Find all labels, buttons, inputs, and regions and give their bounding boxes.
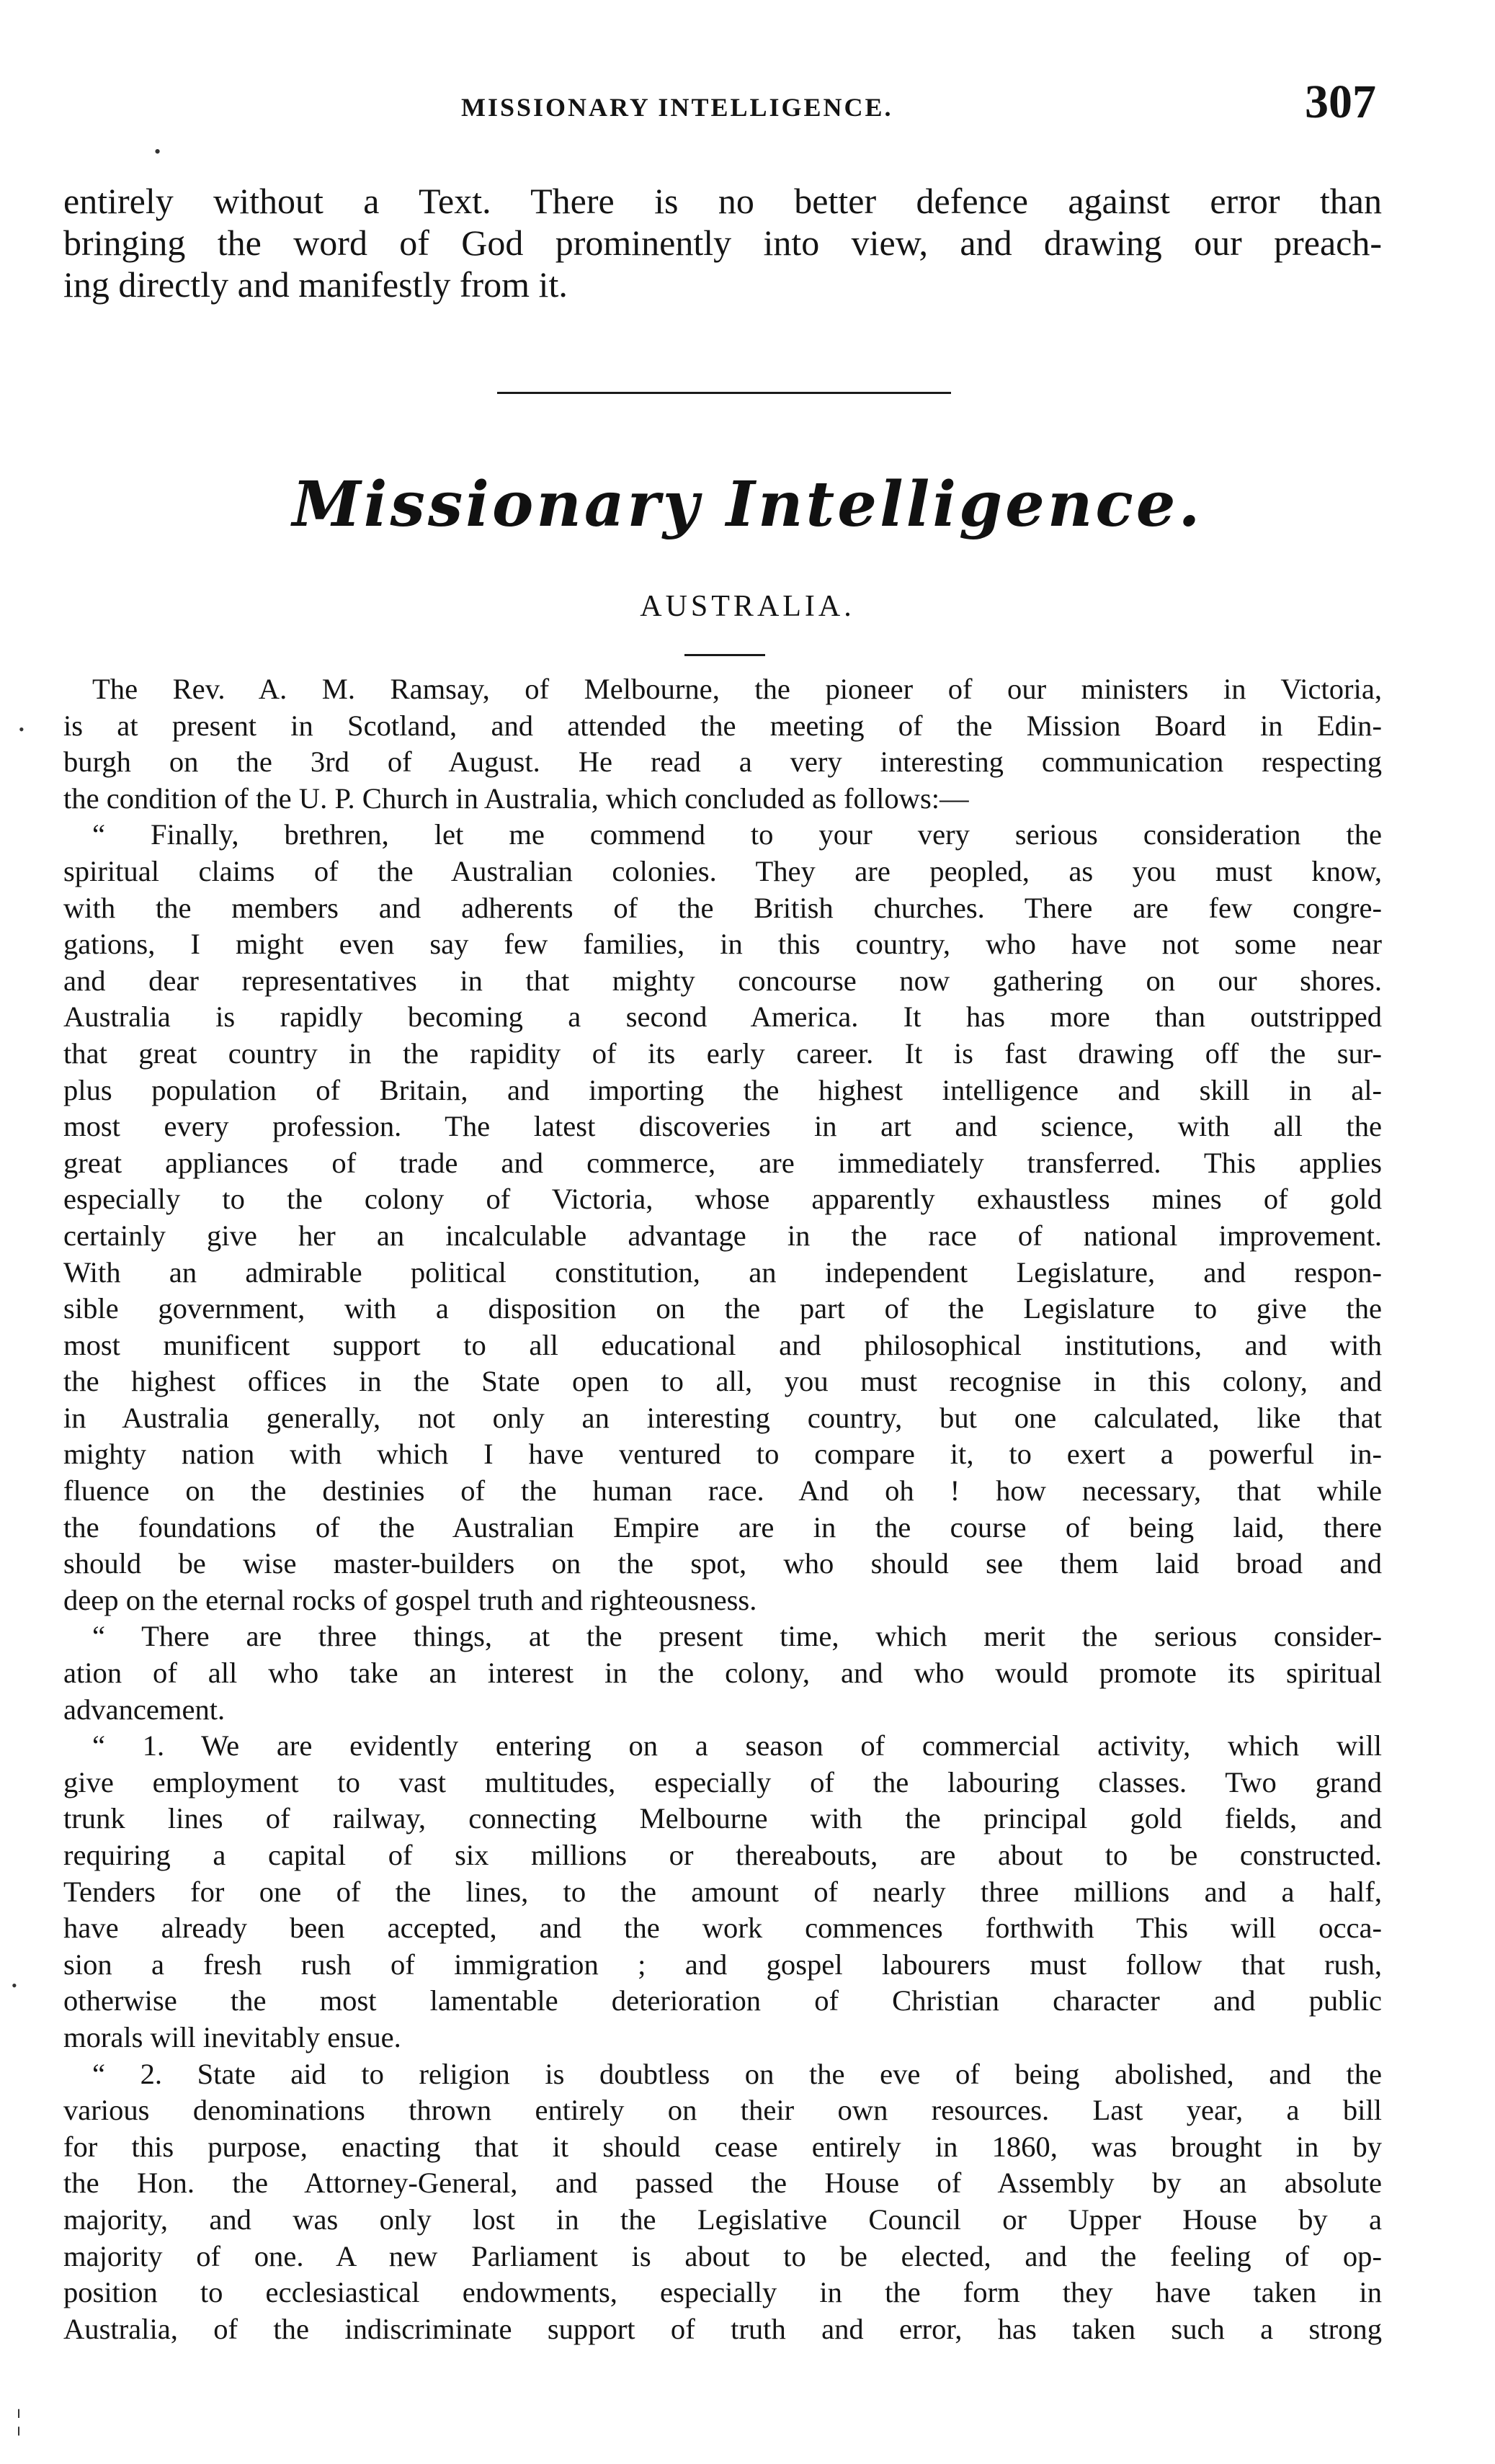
body-line: certainly give her an incalculable advantage in the race of national improvement.	[63, 1219, 1382, 1252]
body-line: The Rev. A. M. Ramsay, of Melbourne, the pioneer of our ministers in Victoria,	[92, 673, 1382, 705]
article-body	[63, 671, 1382, 2347]
body-line: give employment to vast multitudes, especially of the labouring classes. Two grand	[63, 1765, 1382, 1798]
body-line: “ 1. We are evidently entering on a season of commercial activity, which will	[92, 1729, 1382, 1762]
body-line: gations, I might even say few families, in this country, who have not some near	[63, 928, 1382, 961]
body-line: various denominations thrown entirely on their own resources. Last year, a bill	[63, 2094, 1382, 2127]
section-heading: Missionary Intelligence.	[292, 468, 1203, 541]
body-line: sible government, with a disposition on the part of the Legislature to give the	[63, 1292, 1382, 1325]
section-subheading: AUSTRALIA.	[640, 590, 855, 623]
body-line: the highest offices in the State open to all, you must recognise in this colony, and	[63, 1365, 1382, 1398]
body-line: the Hon. the Attorney-General, and passed the House of Assembly by an absolute	[63, 2167, 1382, 2200]
body-line: that great country in the rapidity of its early career. It is fast drawing off the sur-	[63, 1036, 1382, 1070]
subheading-rule	[684, 654, 765, 656]
body-line: in Australia generally, not only an interesting country, but one calculated, like that	[63, 1401, 1382, 1434]
body-line: morals will inevitably ensue.	[63, 2020, 401, 2053]
body-line: should be wise master-builders on the spot, who should see them laid broad and	[63, 1547, 1382, 1580]
body-line: fluence on the destinies of the human race. And oh ! how necessary, that while	[63, 1474, 1382, 1507]
body-line: mighty nation with which I have ventured to compare it, to exert a powerful in-	[63, 1438, 1382, 1471]
body-line: Australia is rapidly becoming a second America. It has more than outstripped	[63, 1000, 1382, 1034]
body-line: Tenders for one of the lines, to the amount of nearly three millions and a half,	[63, 1875, 1382, 1908]
body-line: the foundations of the Australian Empire are in the course of being laid, there	[63, 1510, 1382, 1544]
body-line: trunk lines of railway, connecting Melbourne with the principal gold fields, and	[63, 1802, 1382, 1835]
body-line: especially to the colony of Victoria, whose apparently exhaustless mines of gold	[63, 1183, 1382, 1216]
running-head: MISSIONARY INTELLIGENCE.	[461, 93, 893, 122]
body-line: sion a fresh rush of immigration ; and gospel labourers must follow that rush,	[63, 1948, 1382, 1981]
body-line: ation of all who take an interest in the colony, and who would promote its spiritual	[63, 1657, 1382, 1690]
body-line: With an admirable political constitution, an independent Legislature, and respon-	[63, 1255, 1382, 1289]
margin-speck: •	[154, 141, 161, 162]
body-line: majority of one. A new Parliament is about to be elected, and the feeling of op-	[63, 2239, 1382, 2272]
body-line: most munificent support to all educational and philosophical institutions, and with	[63, 1328, 1382, 1361]
intro-line: entirely without a Text. There is no better defence against error than	[63, 181, 1382, 221]
intro-line: ing directly and manifestly from it.	[63, 264, 568, 305]
margin-speck: •	[19, 720, 24, 738]
margin-speck: •	[12, 1976, 17, 1994]
body-line: the condition of the U. P. Church in Australia, which concluded as follows:—	[63, 781, 969, 815]
body-line: otherwise the most lamentable deterioration of Christian character and public	[63, 1984, 1382, 2017]
body-line: “ There are three things, at the present time, which merit the serious consider-	[92, 1620, 1382, 1653]
margin-speck: ¦	[16, 2403, 22, 2436]
body-line: position to ecclesiastical endowments, especially in the form they have taken in	[63, 2276, 1382, 2309]
section-divider-rule	[497, 392, 951, 394]
body-line: spiritual claims of the Australian colonies. They are peopled, as you must know,	[63, 854, 1382, 887]
body-line: Australia, of the indiscriminate support of truth and error, has taken such a strong	[63, 2312, 1382, 2345]
body-line: for this purpose, enacting that it should cease entirely in 1860, was brought in by	[63, 2130, 1382, 2163]
body-line: majority, and was only lost in the Legislative Council or Upper House by a	[63, 2203, 1382, 2236]
body-line: requiring a capital of six millions or thereabouts, are about to be constructed.	[63, 1839, 1382, 1871]
body-line: deep on the eternal rocks of gospel truth and righteousness.	[63, 1583, 757, 1616]
body-line: plus population of Britain, and importing the highest intelligence and skill in al-	[63, 1073, 1382, 1106]
intro-paragraph	[63, 180, 1382, 305]
body-line: “ 2. State aid to religion is doubtless on the eve of being abolished, and the	[92, 2057, 1382, 2090]
intro-line: bringing the word of God prominently into view, and drawing our preach-	[63, 223, 1382, 263]
body-line: “ Finally, brethren, let me commend to your very serious consideration the	[92, 818, 1382, 851]
body-line: is at present in Scotland, and attended the meeting of the Mission Board in Edin-	[63, 709, 1382, 742]
body-line: have already been accepted, and the work commences forthwith This will occa-	[63, 1912, 1382, 1945]
body-line: most every profession. The latest discoveries in art and science, with all the	[63, 1110, 1382, 1143]
page-number: 307	[1305, 76, 1376, 128]
body-line: burgh on the 3rd of August. He read a very interesting communication respecting	[63, 745, 1382, 779]
body-line: with the members and adherents of the British churches. There are few congre-	[63, 891, 1382, 924]
body-line: and dear representatives in that mighty concourse now gathering on our shores.	[63, 964, 1382, 997]
body-line: advancement.	[63, 1693, 226, 1726]
body-line: great appliances of trade and commerce, are immediately transferred. This applies	[63, 1146, 1382, 1179]
